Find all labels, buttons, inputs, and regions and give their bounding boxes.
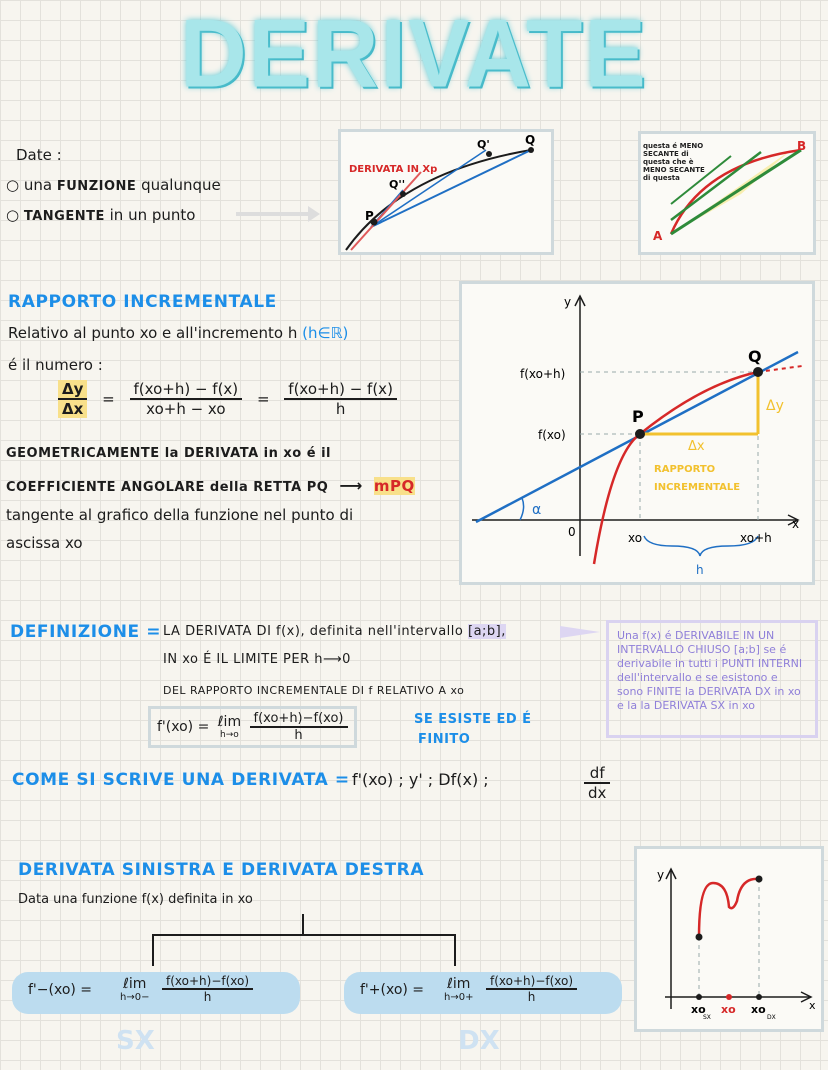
definizione-heading: DEFINIZIONE =	[10, 622, 162, 642]
left-derivative-formula: f'−(xo) = ℓim h→0− $\frac{f(xo+h)-f(xo)}{h}$	[12, 972, 300, 1014]
fig2-a: A	[653, 229, 663, 243]
graph-fxo-label: f(xo)	[538, 428, 566, 442]
scrive-heading: COME SI SCRIVE UNA DERIVATA =	[12, 770, 350, 790]
sx-label: SX	[116, 1026, 155, 1056]
rapporto-formula: $\frac{\Delta y}{\Delta x}$ = $\frac{f(xo+h) - f(x)}{xo+h - xo}$ = $\frac{f(xo+h) - f(x)}{h}$	[58, 380, 397, 418]
page-title: DERIVATE	[180, 0, 648, 108]
graph-dy-label: Δy	[766, 398, 784, 414]
graph-xo-label: xo	[628, 531, 643, 545]
left-right-derivative-figure	[634, 846, 824, 1032]
definizione-line-3: DEL RAPPORTO INCREMENTALE DI f RELATIVO A xo	[163, 684, 465, 697]
graph-y-label: y	[564, 295, 572, 309]
derivabile-note: Una f(x) é DERIVABILE IN UN INTERVALLO CHIUSO [a;b] se é derivabile in tutti i PUNTI INTERNI dell'intervallo e se esistono e sono FINITE la DERIVATA DX in xo e la la DERIVATA SX in xo	[606, 620, 818, 738]
esiste-line-1: SE ESISTE ED É	[414, 712, 532, 727]
graph-origin: 0	[568, 525, 576, 539]
geom-line-2: COEFFICIENTE ANGOLARE della RETTA PQ ⟶ mPQ	[6, 476, 415, 495]
rapporto-line-2: é il numero :	[8, 356, 103, 374]
fig1-label: DERIVATA IN Xp	[349, 164, 438, 175]
bullet-icon: ○	[6, 206, 20, 224]
incremental-ratio-graph	[459, 281, 815, 585]
fig3-dx-sub: DX	[767, 1014, 776, 1021]
graph-incrementale-label: INCREMENTALE	[654, 482, 741, 493]
intro-arrow-icon	[236, 212, 316, 216]
geom-line-1: GEOMETRICAMENTE la DERIVATA in xo é il	[6, 446, 331, 461]
fig1-q2: Q''	[389, 178, 406, 191]
graph-p-label: P	[632, 407, 644, 426]
fig1-p: P	[365, 209, 374, 223]
fig1-q1: Q'	[477, 138, 490, 151]
fig3-xo-label: xo	[721, 1003, 736, 1016]
sinistra-intro: Data una funzione f(x) definita in xo	[18, 892, 253, 907]
dx-label: DX	[458, 1026, 500, 1056]
note-arrow-icon	[560, 626, 600, 638]
intro-item-1: ○ una FUNZIONE qualunque	[6, 176, 221, 194]
fig3-y-label: y	[657, 868, 665, 882]
scrive-forms: f'(xo) ; y' ; Df(x) ;	[352, 770, 489, 789]
secant-comparison-figure	[638, 131, 816, 255]
graph-q-label: Q	[748, 347, 762, 366]
graph-h-label: h	[696, 563, 704, 577]
geom-line-4: ascissa xo	[6, 534, 83, 552]
intro-item-2: ○ TANGENTE in un punto	[6, 206, 196, 224]
graph-rapporto-label: RAPPORTO	[654, 464, 716, 475]
fig3-x-label: x	[809, 999, 816, 1012]
intro-date: Date :	[16, 146, 62, 164]
bracket	[152, 934, 456, 966]
graph-fxoh-label: f(xo+h)	[520, 367, 566, 381]
secant-figure	[338, 129, 554, 255]
graph-alpha-label: α	[532, 502, 542, 518]
right-derivative-formula: f'+(xo) = ℓim h→0+ $\frac{f(xo+h)-f(xo)}{h}$	[344, 972, 622, 1014]
sinistra-heading: DERIVATA SINISTRA E DERIVATA DESTRA	[18, 860, 425, 880]
graph-x-label: x	[792, 517, 800, 531]
rapporto-heading: RAPPORTO INCREMENTALE	[8, 292, 277, 312]
arrow-head-icon	[308, 206, 320, 222]
geom-line-3: tangente al grafico della funzione nel punto di	[6, 506, 354, 524]
fig3-sx-sub: SX	[703, 1014, 711, 1021]
scrive-df-dx: $\frac{df}{dx}$	[584, 764, 610, 802]
fig3-xsx-label: xo	[691, 1003, 706, 1016]
fig1-q: Q	[525, 133, 536, 147]
fig2-b: B	[797, 139, 807, 153]
rapporto-line-1: Relativo al punto xo e all'incremento h (h∈ℝ)	[8, 324, 349, 342]
bullet-icon: ○	[6, 176, 20, 194]
bracket-stem	[302, 914, 304, 934]
graph-xoh-label: xo+h	[740, 531, 772, 545]
fig3-xdx-label: xo	[751, 1003, 766, 1016]
esiste-line-2: FINITO	[418, 732, 471, 747]
definizione-line-1: LA DERIVATA DI f(x), definita nell'intervallo [a;b],	[163, 624, 506, 639]
fig2-note: questa é MENO SECANTE di questa che è MENO SECANTE di questa	[643, 142, 705, 182]
graph-dx-label: Δx	[688, 439, 705, 454]
definizione-formula: f'(xo) = ℓim h→o $\frac{f(xo+h)-f(xo)}{h}$	[148, 706, 357, 748]
definizione-line-2: IN xo É IL LIMITE PER h⟶0	[163, 652, 351, 667]
